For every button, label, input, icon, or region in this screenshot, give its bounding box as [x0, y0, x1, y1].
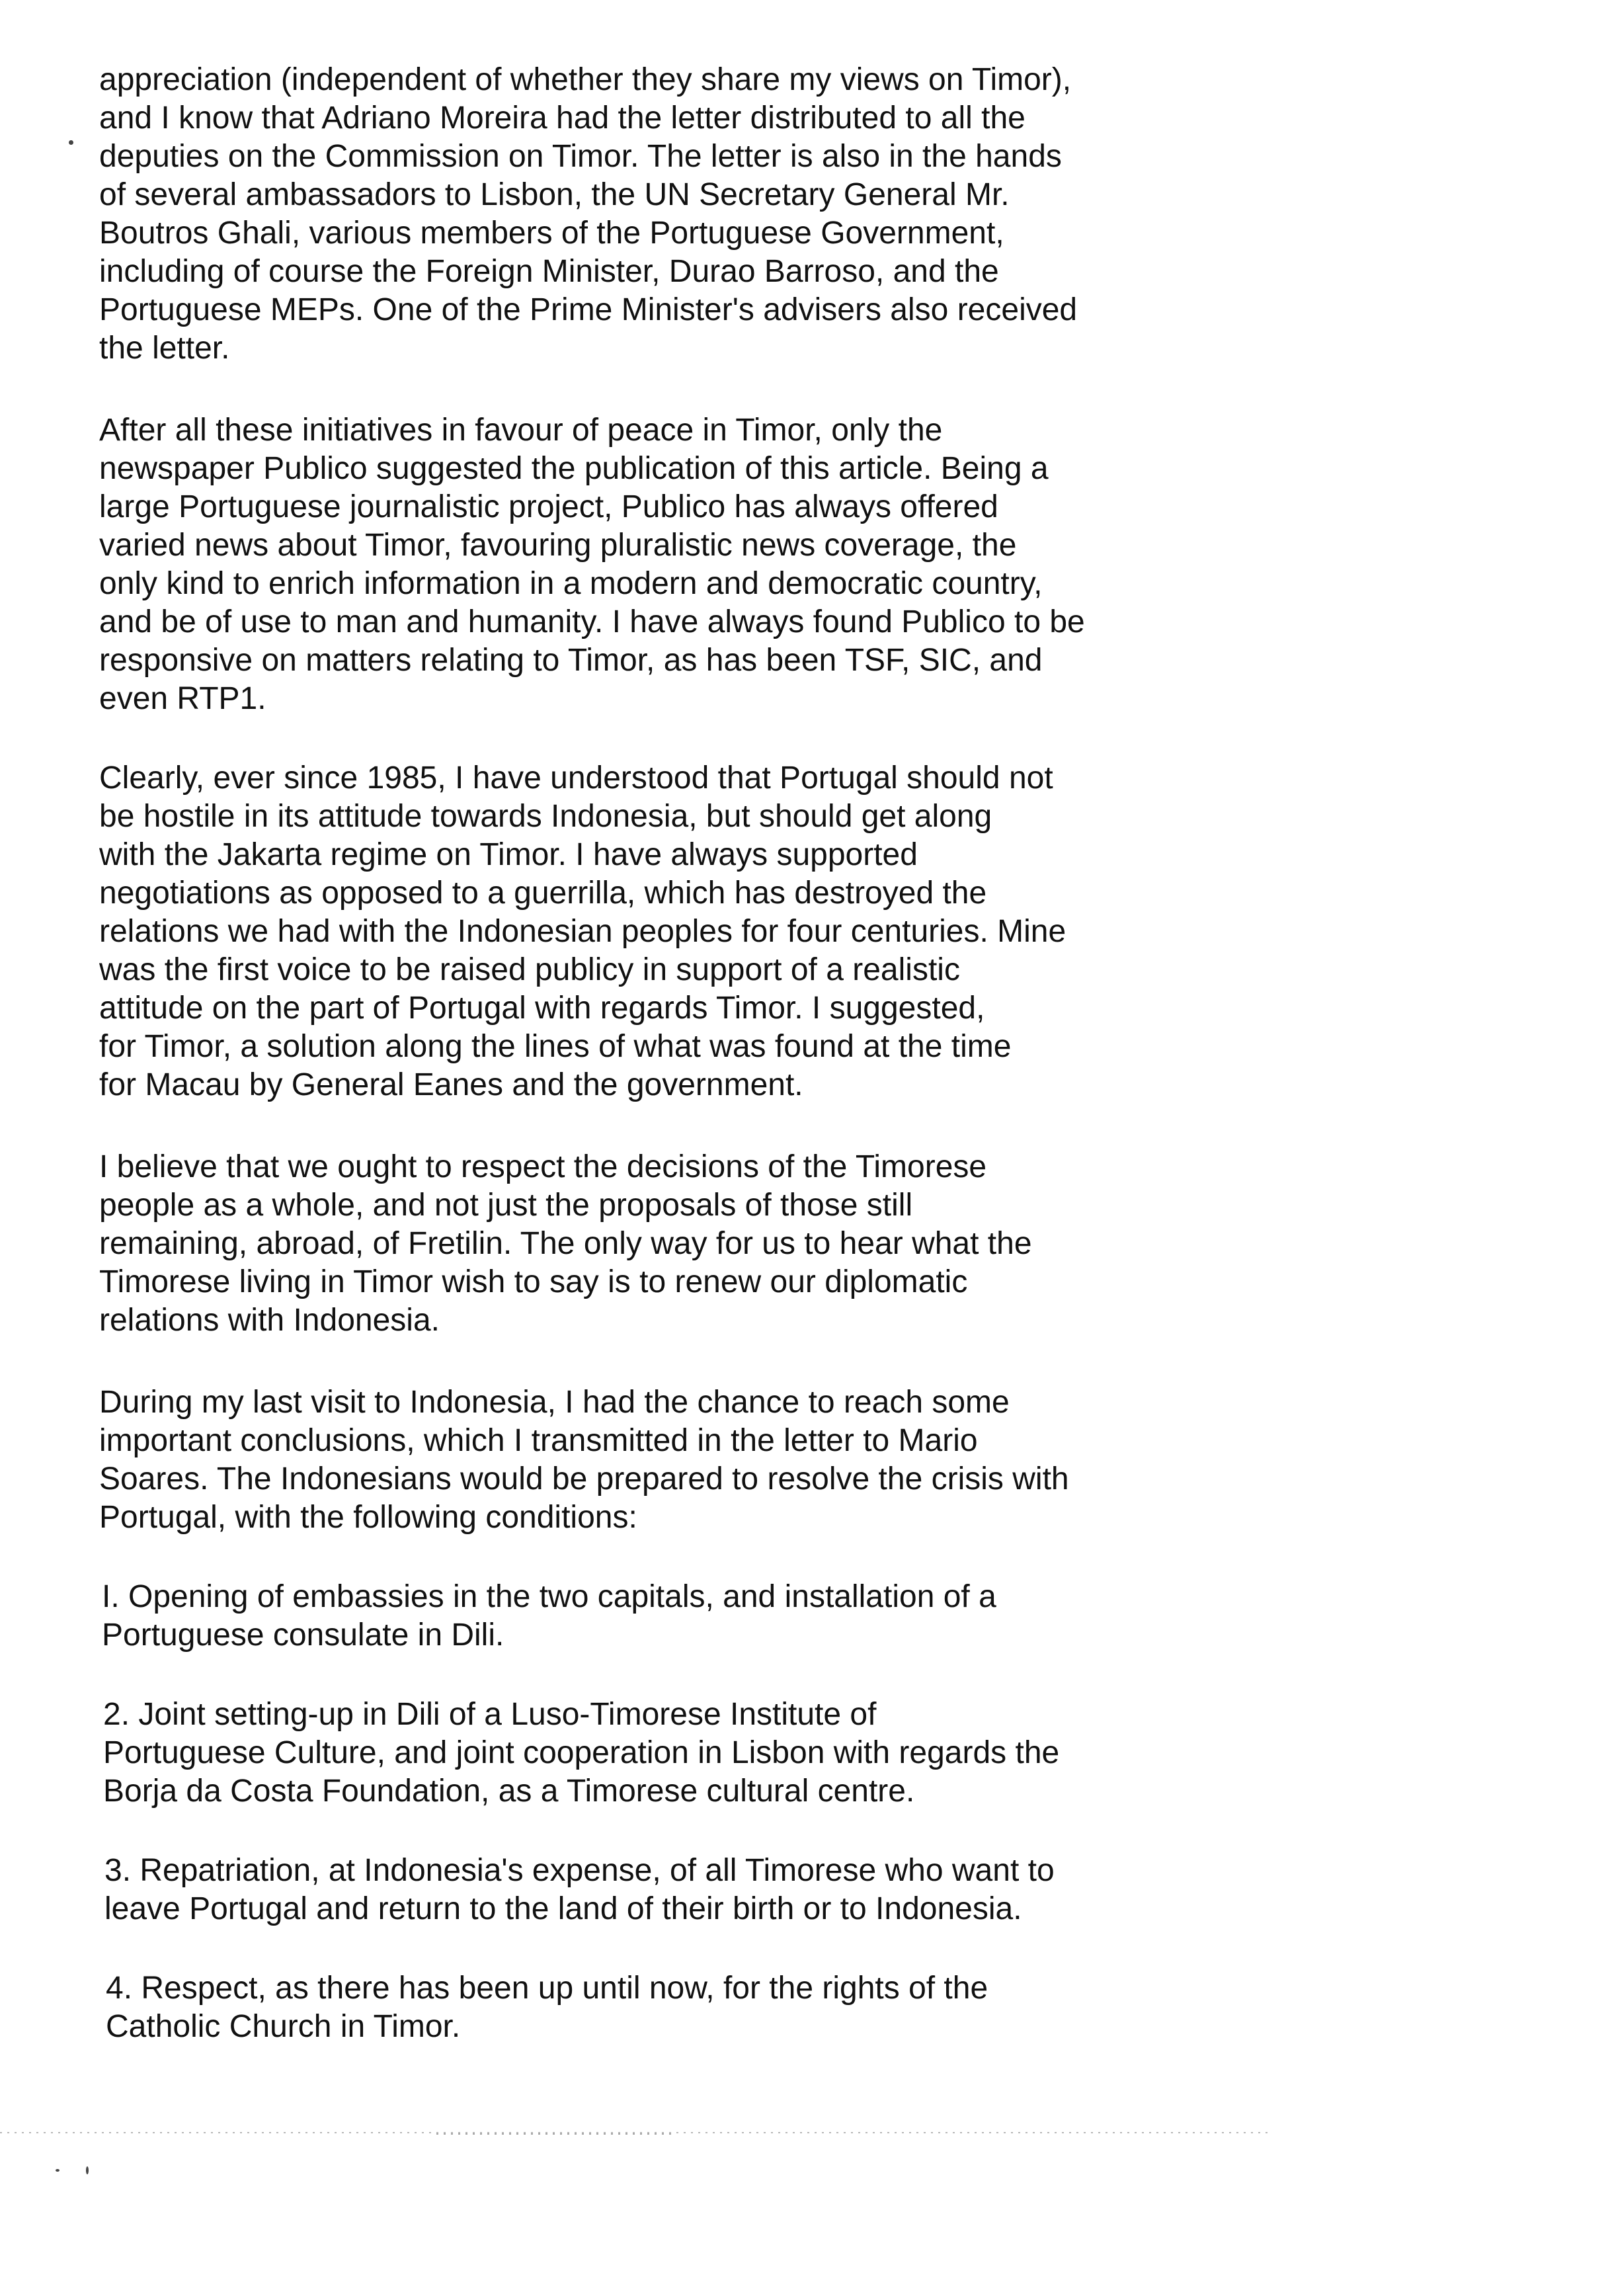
paragraph-3-line-7: attitude on the part of Portugal with regards Timor. I suggested, — [99, 991, 985, 1026]
paragraph-1-line-1: appreciation (independent of whether they share my views on Timor), — [99, 62, 1072, 97]
paragraph-2-line-4: varied news about Timor, favouring pluralistic news coverage, the — [99, 528, 1017, 563]
paragraph-3-line-8: for Timor, a solution along the lines of what was found at the time — [99, 1029, 1012, 1064]
condition-4-line-2: Catholic Church in Timor. — [106, 2009, 461, 2044]
paragraph-4-line-5: relations with Indonesia. — [99, 1303, 440, 1338]
paragraph-1-line-2: and I know that Adriano Moreira had the letter distributed to all the — [99, 101, 1025, 136]
paragraph-1-line-5: Boutros Ghali, various members of the Portuguese Government, — [99, 216, 1004, 251]
paragraph-2-line-8: even RTP1. — [99, 681, 266, 716]
paragraph-2-line-7: responsive on matters relating to Timor, as has been TSF, SIC, and — [99, 643, 1043, 678]
condition-4-line-1: 4. Respect, as there has been up until now, for the rights of the — [106, 1971, 988, 2006]
paragraph-3-line-4: negotiations as opposed to a guerrilla, which has destroyed the — [99, 876, 987, 911]
condition-2-line-1: 2. Joint setting-up in Dili of a Luso-Timorese Institute of — [103, 1697, 877, 1732]
paragraph-3-line-9: for Macau by General Eanes and the government. — [99, 1067, 803, 1102]
paragraph-4-line-2: people as a whole, and not just the proposals of those still — [99, 1188, 913, 1223]
paragraph-5-line-4: Portugal, with the following conditions: — [99, 1500, 637, 1535]
scan-speck — [56, 2169, 60, 2172]
condition-2-line-2: Portuguese Culture, and joint cooperation in Lisbon with regards the — [103, 1735, 1060, 1770]
scan-speck — [69, 140, 73, 145]
paragraph-3-line-1: Clearly, ever since 1985, I have understood that Portugal should not — [99, 760, 1053, 796]
paragraph-4-line-4: Timorese living in Timor wish to say is to renew our diplomatic — [99, 1264, 968, 1299]
paragraph-2-line-5: only kind to enrich information in a modern and democratic country, — [99, 566, 1043, 601]
paragraph-1-line-6: including of course the Foreign Minister, Durao Barroso, and the — [99, 254, 999, 289]
paragraph-3-line-5: relations we had with the Indonesian peoples for four centuries. Mine — [99, 914, 1066, 949]
condition-2-line-3: Borja da Costa Foundation, as a Timorese cultural centre. — [103, 1774, 915, 1809]
paragraph-4-line-3: remaining, abroad, of Fretilin. The only way for us to hear what the — [99, 1226, 1032, 1261]
paragraph-3-line-2: be hostile in its attitude towards Indonesia, but should get along — [99, 799, 992, 834]
paragraph-2-line-1: After all these initiatives in favour of peace in Timor, only the — [99, 413, 943, 448]
scan-speck — [86, 2166, 89, 2174]
paragraph-1-line-3: deputies on the Commission on Timor. The letter is also in the hands — [99, 139, 1062, 174]
paragraph-2-line-3: large Portuguese journalistic project, Publico has always offered — [99, 489, 998, 524]
condition-1-line-2: Portuguese consulate in Dili. — [102, 1618, 504, 1653]
condition-1-line-1: I. Opening of embassies in the two capitals, and installation of a — [102, 1579, 996, 1614]
paragraph-4-line-1: I believe that we ought to respect the decisions of the Timorese — [99, 1149, 987, 1184]
paragraph-1-line-7: Portuguese MEPs. One of the Prime Minister's advisers also received — [99, 292, 1078, 327]
paragraph-2-line-2: newspaper Publico suggested the publication of this article. Being a — [99, 451, 1049, 486]
paragraph-5-line-1: During my last visit to Indonesia, I had the chance to reach some — [99, 1385, 1010, 1420]
paragraph-5-line-3: Soares. The Indonesians would be prepared to resolve the crisis with — [99, 1461, 1069, 1496]
paragraph-1-line-4: of several ambassadors to Lisbon, the UN Secretary General Mr. — [99, 177, 1010, 212]
condition-3-line-1: 3. Repatriation, at Indonesia's expense, of all Timorese who want to — [104, 1853, 1055, 1888]
condition-3-line-2: leave Portugal and return to the land of their birth or to Indonesia. — [104, 1891, 1022, 1926]
paragraph-3-line-6: was the first voice to be raised publicy in support of a realistic — [99, 952, 960, 987]
scan-artifact-rule — [436, 2133, 674, 2135]
paragraph-5-line-2: important conclusions, which I transmitted in the letter to Mario — [99, 1423, 978, 1458]
paragraph-1-line-8: the letter. — [99, 331, 230, 366]
paragraph-2-line-6: and be of use to man and humanity. I have always found Publico to be — [99, 604, 1085, 639]
paragraph-3-line-3: with the Jakarta regime on Timor. I have always supported — [99, 837, 918, 872]
